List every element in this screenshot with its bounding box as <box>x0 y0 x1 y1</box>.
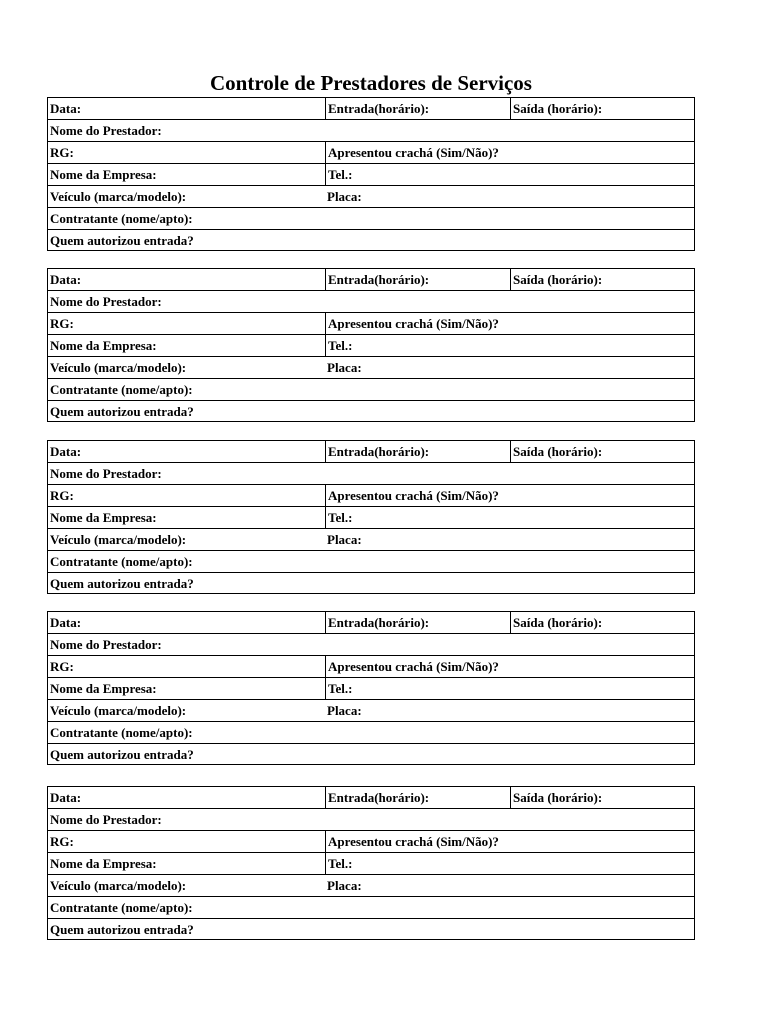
row-data-horarios <box>48 612 694 633</box>
row-autorizou <box>48 400 694 422</box>
saida-field[interactable]: Saída (horário): <box>510 98 694 119</box>
row-contratante <box>48 378 694 400</box>
veiculo-field[interactable]: Veículo (marca/modelo): <box>50 878 187 893</box>
data-field[interactable]: Data: <box>50 101 82 116</box>
data-field[interactable]: Data: <box>50 444 82 459</box>
autorizou-field[interactable]: Quem autorizou entrada? <box>50 576 194 591</box>
row-contratante <box>48 721 694 743</box>
tel-field[interactable]: Tel.: <box>325 164 694 185</box>
rg-field[interactable]: RG: <box>50 834 74 849</box>
placa-field[interactable]: Placa: <box>327 878 362 893</box>
entrada-field[interactable]: Entrada(horário): <box>325 269 510 290</box>
row-veiculo <box>48 874 694 896</box>
row-data-horarios <box>48 441 694 462</box>
placa-field[interactable]: Placa: <box>327 189 362 204</box>
tel-field[interactable]: Tel.: <box>325 335 694 356</box>
saida-field[interactable]: Saída (horário): <box>510 269 694 290</box>
nome-prestador-field[interactable]: Nome do Prestador: <box>50 294 162 309</box>
row-nome-prestador <box>48 808 694 830</box>
entrada-field[interactable]: Entrada(horário): <box>325 787 510 808</box>
placa-field[interactable]: Placa: <box>327 532 362 547</box>
cracha-field[interactable]: Apresentou crachá (Sim/Não)? <box>325 142 694 163</box>
saida-field[interactable]: Saída (horário): <box>510 441 694 462</box>
empresa-field[interactable]: Nome da Empresa: <box>50 167 157 182</box>
row-nome-prestador <box>48 119 694 141</box>
data-field[interactable]: Data: <box>50 615 82 630</box>
row-autorizou <box>48 229 694 251</box>
nome-prestador-field[interactable]: Nome do Prestador: <box>50 466 162 481</box>
entrada-field[interactable]: Entrada(horário): <box>325 98 510 119</box>
nome-prestador-field[interactable]: Nome do Prestador: <box>50 812 162 827</box>
contratante-field[interactable]: Contratante (nome/apto): <box>50 554 193 569</box>
placa-field[interactable]: Placa: <box>327 703 362 718</box>
row-contratante <box>48 896 694 918</box>
rg-field[interactable]: RG: <box>50 659 74 674</box>
rg-field[interactable]: RG: <box>50 316 74 331</box>
cracha-field[interactable]: Apresentou crachá (Sim/Não)? <box>325 313 694 334</box>
row-nome-prestador <box>48 462 694 484</box>
rg-field[interactable]: RG: <box>50 145 74 160</box>
empresa-field[interactable]: Nome da Empresa: <box>50 681 157 696</box>
row-autorizou <box>48 743 694 765</box>
cracha-field[interactable]: Apresentou crachá (Sim/Não)? <box>325 485 694 506</box>
rg-field[interactable]: RG: <box>50 488 74 503</box>
veiculo-field[interactable]: Veículo (marca/modelo): <box>50 703 187 718</box>
veiculo-field[interactable]: Veículo (marca/modelo): <box>50 189 187 204</box>
entrada-field[interactable]: Entrada(horário): <box>325 612 510 633</box>
row-autorizou <box>48 918 694 940</box>
row-empresa <box>48 677 694 699</box>
service-provider-form <box>47 268 695 422</box>
nome-prestador-field[interactable]: Nome do Prestador: <box>50 637 162 652</box>
row-rg <box>48 312 694 334</box>
service-provider-form <box>47 97 695 251</box>
contratante-field[interactable]: Contratante (nome/apto): <box>50 211 193 226</box>
service-provider-form <box>47 611 695 765</box>
entrada-field[interactable]: Entrada(horário): <box>325 441 510 462</box>
row-contratante <box>48 207 694 229</box>
veiculo-field[interactable]: Veículo (marca/modelo): <box>50 360 187 375</box>
autorizou-field[interactable]: Quem autorizou entrada? <box>50 747 194 762</box>
contratante-field[interactable]: Contratante (nome/apto): <box>50 900 193 915</box>
tel-field[interactable]: Tel.: <box>325 678 694 699</box>
service-provider-form <box>47 440 695 594</box>
page-title: Controle de Prestadores de Serviços <box>210 71 532 95</box>
row-rg <box>48 830 694 852</box>
row-data-horarios <box>48 787 694 808</box>
row-veiculo <box>48 699 694 721</box>
placa-field[interactable]: Placa: <box>327 360 362 375</box>
autorizou-field[interactable]: Quem autorizou entrada? <box>50 922 194 937</box>
saida-field[interactable]: Saída (horário): <box>510 787 694 808</box>
row-contratante <box>48 550 694 572</box>
cracha-field[interactable]: Apresentou crachá (Sim/Não)? <box>325 656 694 677</box>
contratante-field[interactable]: Contratante (nome/apto): <box>50 725 193 740</box>
veiculo-field[interactable]: Veículo (marca/modelo): <box>50 532 187 547</box>
row-data-horarios <box>48 98 694 119</box>
row-rg <box>48 141 694 163</box>
row-rg <box>48 484 694 506</box>
empresa-field[interactable]: Nome da Empresa: <box>50 338 157 353</box>
autorizou-field[interactable]: Quem autorizou entrada? <box>50 233 194 248</box>
row-veiculo <box>48 356 694 378</box>
empresa-field[interactable]: Nome da Empresa: <box>50 510 157 525</box>
row-nome-prestador <box>48 633 694 655</box>
data-field[interactable]: Data: <box>50 790 82 805</box>
row-autorizou <box>48 572 694 594</box>
row-veiculo <box>48 185 694 207</box>
row-empresa <box>48 163 694 185</box>
service-provider-form <box>47 786 695 940</box>
row-empresa <box>48 334 694 356</box>
row-rg <box>48 655 694 677</box>
saida-field[interactable]: Saída (horário): <box>510 612 694 633</box>
autorizou-field[interactable]: Quem autorizou entrada? <box>50 404 194 419</box>
nome-prestador-field[interactable]: Nome do Prestador: <box>50 123 162 138</box>
row-data-horarios <box>48 269 694 290</box>
tel-field[interactable]: Tel.: <box>325 507 694 528</box>
row-veiculo <box>48 528 694 550</box>
row-nome-prestador <box>48 290 694 312</box>
row-empresa <box>48 852 694 874</box>
data-field[interactable]: Data: <box>50 272 82 287</box>
contratante-field[interactable]: Contratante (nome/apto): <box>50 382 193 397</box>
empresa-field[interactable]: Nome da Empresa: <box>50 856 157 871</box>
cracha-field[interactable]: Apresentou crachá (Sim/Não)? <box>325 831 694 852</box>
tel-field[interactable]: Tel.: <box>325 853 694 874</box>
row-empresa <box>48 506 694 528</box>
